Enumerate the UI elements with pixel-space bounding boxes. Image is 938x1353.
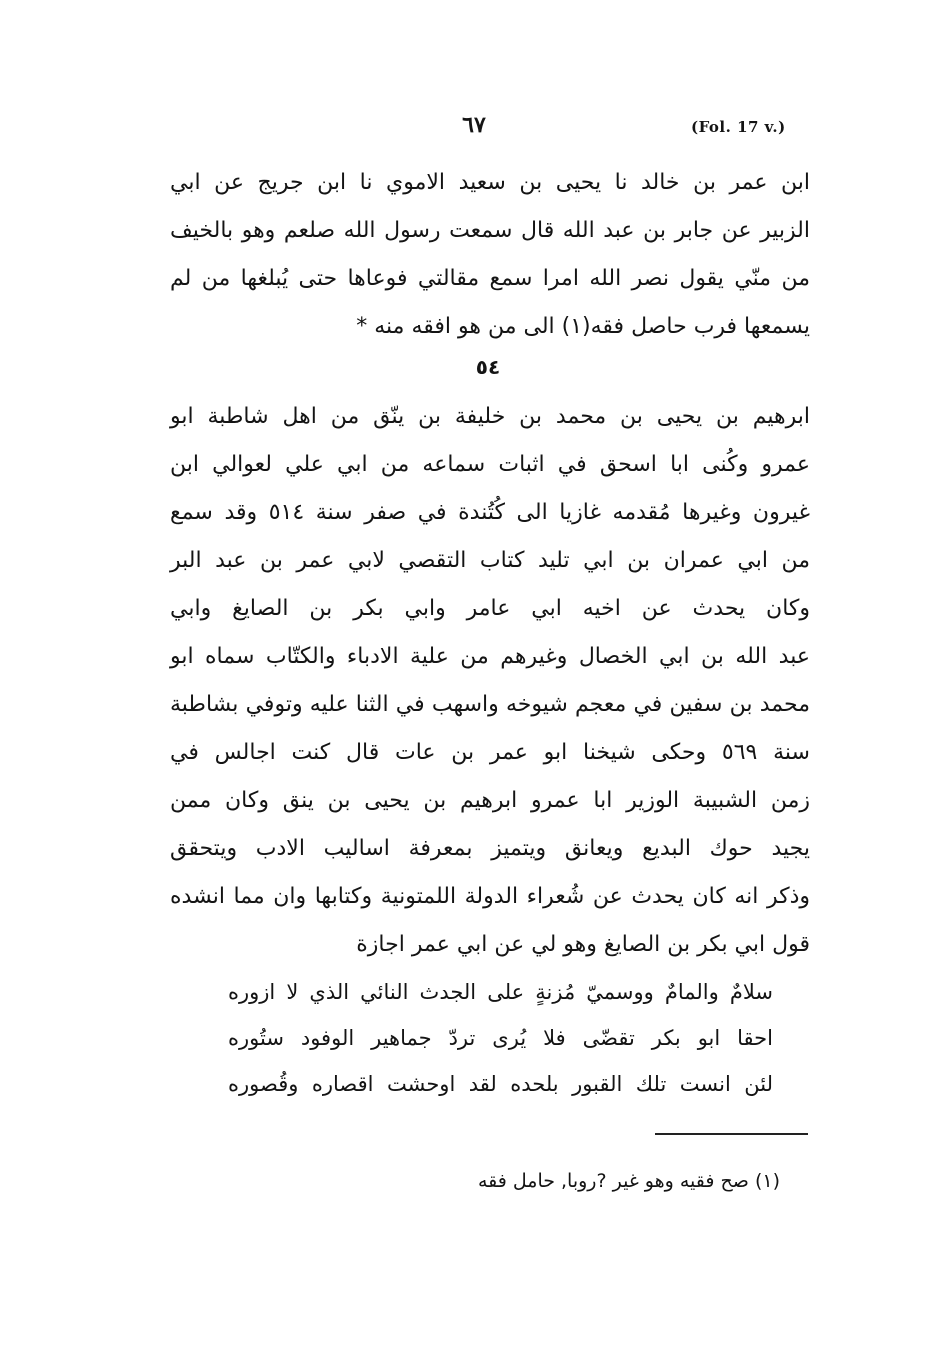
poem-verse: سلامٌ والمامٌ ووسميّ مُزنةٍ على الجدث النائي الذي لا ازوره: [228, 980, 773, 1004]
page-number: ٦٧: [462, 112, 486, 138]
text-line: الزبير عن جابر بن عبد الله قال سمعت رسول الله صلعم وهو بالخيف: [170, 218, 810, 243]
footnote: (١) صح فقيه وهو غير ?روبا, حامل فقه: [477, 1170, 780, 1192]
poem-verse: احقا ابو بكر تقضّى فلا يُرى تردّ جماهير الوفود ستُوره: [228, 1026, 773, 1050]
entry-number: ٥٤: [475, 355, 501, 379]
text-line: محمد بن سفين في معجم شيوخه واسهب في الثنا عليه وتوفي بشاطبة: [170, 692, 810, 717]
text-line: سنة ٥٦٩ وحكى شيخنا ابو عمر بن عات قال كنت اجالس في: [170, 740, 810, 765]
text-line: غيرون وغيرها مُقدمه غازيا الى كُتُندة في صفر سنة ٥١٤ وقد سمع: [170, 500, 810, 525]
text-line: وكان يحدث عن اخيه ابي عامر وابي بكر بن الصايغ وابي: [170, 596, 810, 621]
text-line: يجيد حوك البديع ويعانق ويتميز بمعرفة اساليب الادب ويتحقق: [170, 836, 810, 861]
footnote-divider: [655, 1133, 808, 1135]
text-line: من منّي يقول نصر الله امرا سمع مقالتي فوعاها حتى يُبلغها من لم: [170, 266, 810, 291]
text-line: عبد الله بن ابي الخصال وغيرهم من علية الادباء والكتّاب سماه ابو: [170, 644, 810, 669]
poem-verse: لئن انست تلك القبور بلحده لقد اوحشت اقصاره وقُصوره: [228, 1072, 773, 1096]
text-line: زمن الشبيبة الوزير ابا عمرو ابرهيم بن يحيى بن ينق وكان ممن: [170, 788, 810, 813]
text-line: قول ابي بكر بن الصايغ وهو لي عن ابي عمر اجازة: [356, 932, 810, 957]
text-line: عمرو وكُنى ابا اسحق في اثبات سماعه من ابي علي لعوالي ابن: [170, 452, 810, 477]
folio-reference: (Fol. 17 v.): [691, 118, 786, 136]
text-line: يسمعها فرب حاصل فقه(١) الى من هو افقه منه *: [356, 314, 810, 339]
text-line: وذكر انه كان يحدث عن شُعراء الدولة اللمتونية وكتابها وان مما انشده: [170, 884, 810, 909]
text-line: من ابي عمران بن ابي تليد كتاب التقصي لابي عمر بن عبد البر: [170, 548, 810, 573]
text-line: ابن عمر بن خالد نا يحيى بن سعيد الاموي نا ابن جريج عن ابي: [170, 170, 810, 195]
text-line: ابرهيم بن يحيى بن محمد بن خليفة بن ينّق من اهل شاطبة ابو: [170, 404, 810, 429]
